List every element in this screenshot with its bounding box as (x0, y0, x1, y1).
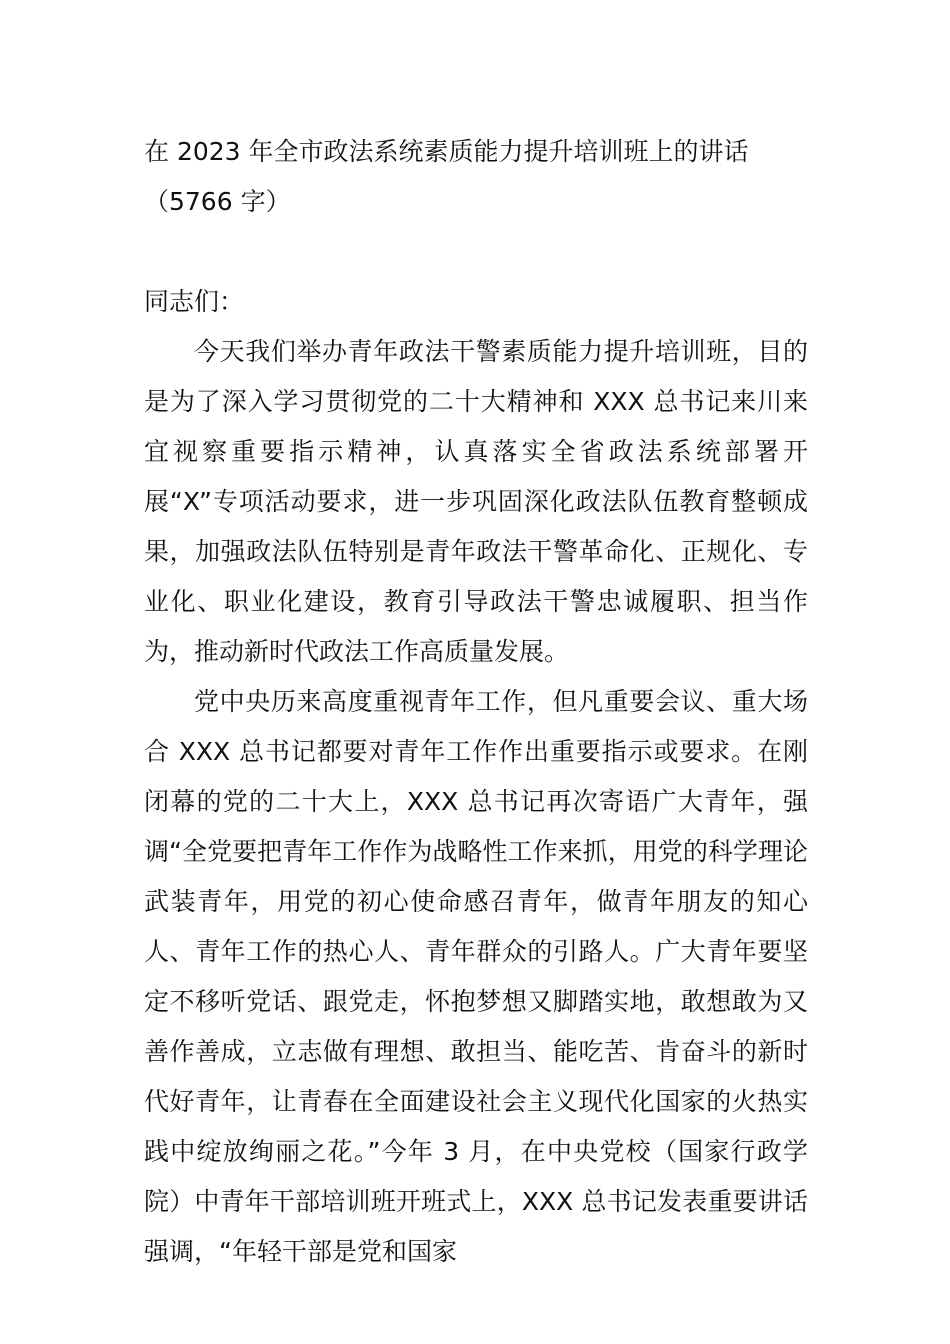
document-title: 在 2023 年全市政法系统素质能力提升培训班上的讲话（5766 字） (144, 137, 749, 216)
paragraph-intro: 今天我们举办青年政法干警素质能力提升培训班，目的是为了深入学习贯彻党的二十大精神和 XXX 总书记来川来宜视察重要指示精神，认真落实全省政法系统部署开展“X”专项活动要求，进一步巩固深化政法队伍教育整顿成果，加强政法队伍特别是青年政法干警革命化、正规化、专业化、职业化建设，教育引导政法干警忠诚履职、担当作为，推动新时代政法工作高质量发展。 (144, 337, 808, 666)
document-body (144, 127, 808, 1277)
paragraph-youth-work: 党中央历来高度重视青年工作，但凡重要会议、重大场合 XXX 总书记都要对青年工作作出重要指示或要求。在刚闭幕的党的二十大上，XXX 总书记再次寄语广大青年，强调“全党要把青年工作作为战略性工作来抓，用党的科学理论武装青年，用党的初心使命感召青年，做青年朋友的知心人、青年工作的热心人、青年群众的引路人。广大青年要坚定不移听党话、跟党走，怀抱梦想又脚踏实地，敢想敢为又善作善成，立志做有理想、敢担当、能吃苦、肯奋斗的新时代好青年，让青春在全面建设社会主义现代化国家的火热实践中绽放绚丽之花。”今年 3 月，在中央党校（国家行政学院）中青年干部培训班开班式上，XXX 总书记发表重要讲话强调，“年轻干部是党和国家 (144, 687, 808, 1266)
salutation: 同志们： (144, 287, 245, 316)
